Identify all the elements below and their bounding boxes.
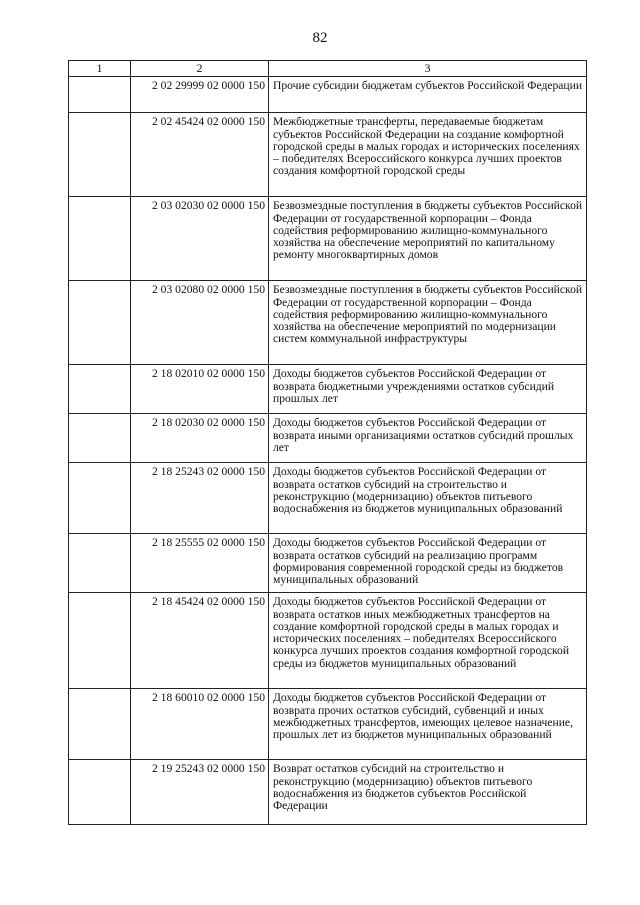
row-number-cell (69, 281, 131, 365)
row-number-cell (69, 593, 131, 689)
table-row (69, 463, 587, 534)
description-cell: Доходы бюджетов субъектов Российской Федерации от возврата остатков субсидий на реализацию программ формирования современной городской среды из бюджетов муниципальных образований (269, 534, 587, 593)
table-row (69, 281, 587, 365)
description-cell: Безвозмездные поступления в бюджеты субъектов Российской Федерации от государственной корпорации – Фонда содействия реформированию жилищно-коммунального хозяйства на обеспечение мероприятий по капитальному ремонту многоквартирных домов (269, 197, 587, 281)
budget-code-cell: 2 18 25555 02 0000 150 (131, 534, 269, 593)
table-row (69, 365, 587, 414)
row-number-cell (69, 534, 131, 593)
budget-code-table (68, 60, 587, 825)
table-row (69, 77, 587, 113)
column-header-3: 3 (269, 61, 587, 77)
table-row (69, 534, 587, 593)
table-row (69, 760, 587, 825)
description-cell: Доходы бюджетов субъектов Российской Федерации от возврата иными организациями остатков субсидий прошлых лет (269, 414, 587, 463)
column-header-1: 1 (69, 61, 131, 77)
table-row (69, 197, 587, 281)
row-number-cell (69, 197, 131, 281)
row-number-cell (69, 760, 131, 825)
table-row (69, 689, 587, 760)
table-header-row (69, 61, 587, 77)
description-cell: Возврат остатков субсидий на строительство и реконструкцию (модернизацию) объектов питьевого водоснабжения из бюджетов субъектов Российской Федерации (269, 760, 587, 825)
budget-code-cell: 2 18 45424 02 0000 150 (131, 593, 269, 689)
column-header-2: 2 (131, 61, 269, 77)
budget-code-cell: 2 19 25243 02 0000 150 (131, 760, 269, 825)
table-row (69, 113, 587, 197)
description-cell: Межбюджетные трансферты, передаваемые бюджетам субъектов Российской Федерации на создание комфортной городской среды в малых городах и исторических поселениях – победителях Всероссийского конкурса лучших проектов создания комфортной городской среды (269, 113, 587, 197)
row-number-cell (69, 77, 131, 113)
description-cell: Доходы бюджетов субъектов Российской Федерации от возврата остатков иных межбюджетных трансфертов на создание комфортной городской среды в малых городах и исторических поселениях – победителях Всероссийского конкурса лучших проектов создания комфортной городской среды из бюджетов муниципальных образований (269, 593, 587, 689)
description-cell: Доходы бюджетов субъектов Российской Федерации от возврата бюджетными учреждениями остатков субсидий прошлых лет (269, 365, 587, 414)
table-row (69, 414, 587, 463)
row-number-cell (69, 113, 131, 197)
row-number-cell (69, 689, 131, 760)
budget-code-cell: 2 18 60010 02 0000 150 (131, 689, 269, 760)
description-cell: Прочие субсидии бюджетам субъектов Российской Федерации (269, 77, 587, 113)
row-number-cell (69, 365, 131, 414)
budget-code-cell: 2 18 02010 02 0000 150 (131, 365, 269, 414)
table-row (69, 593, 587, 689)
row-number-cell (69, 414, 131, 463)
budget-code-cell: 2 02 45424 02 0000 150 (131, 113, 269, 197)
budget-code-cell: 2 18 02030 02 0000 150 (131, 414, 269, 463)
budget-code-cell: 2 03 02080 02 0000 150 (131, 281, 269, 365)
description-cell: Доходы бюджетов субъектов Российской Федерации от возврата прочих остатков субсидий, субвенций и иных межбюджетных трансфертов, имеющих целевое назначение, прошлых лет из бюджетов муниципальных образований (269, 689, 587, 760)
budget-code-cell: 2 03 02030 02 0000 150 (131, 197, 269, 281)
row-number-cell (69, 463, 131, 534)
budget-code-cell: 2 02 29999 02 0000 150 (131, 77, 269, 113)
description-cell: Безвозмездные поступления в бюджеты субъектов Российской Федерации от государственной корпорации – Фонда содействия реформированию жилищно-коммунального хозяйства на обеспечение мероприятий по модернизации систем коммунальной инфраструктуры (269, 281, 587, 365)
description-cell: Доходы бюджетов субъектов Российской Федерации от возврата остатков субсидий на строительство и реконструкцию (модернизацию) объектов питьевого водоснабжения из бюджетов муниципальных образований (269, 463, 587, 534)
page-number: 82 (312, 30, 328, 46)
budget-code-cell: 2 18 25243 02 0000 150 (131, 463, 269, 534)
